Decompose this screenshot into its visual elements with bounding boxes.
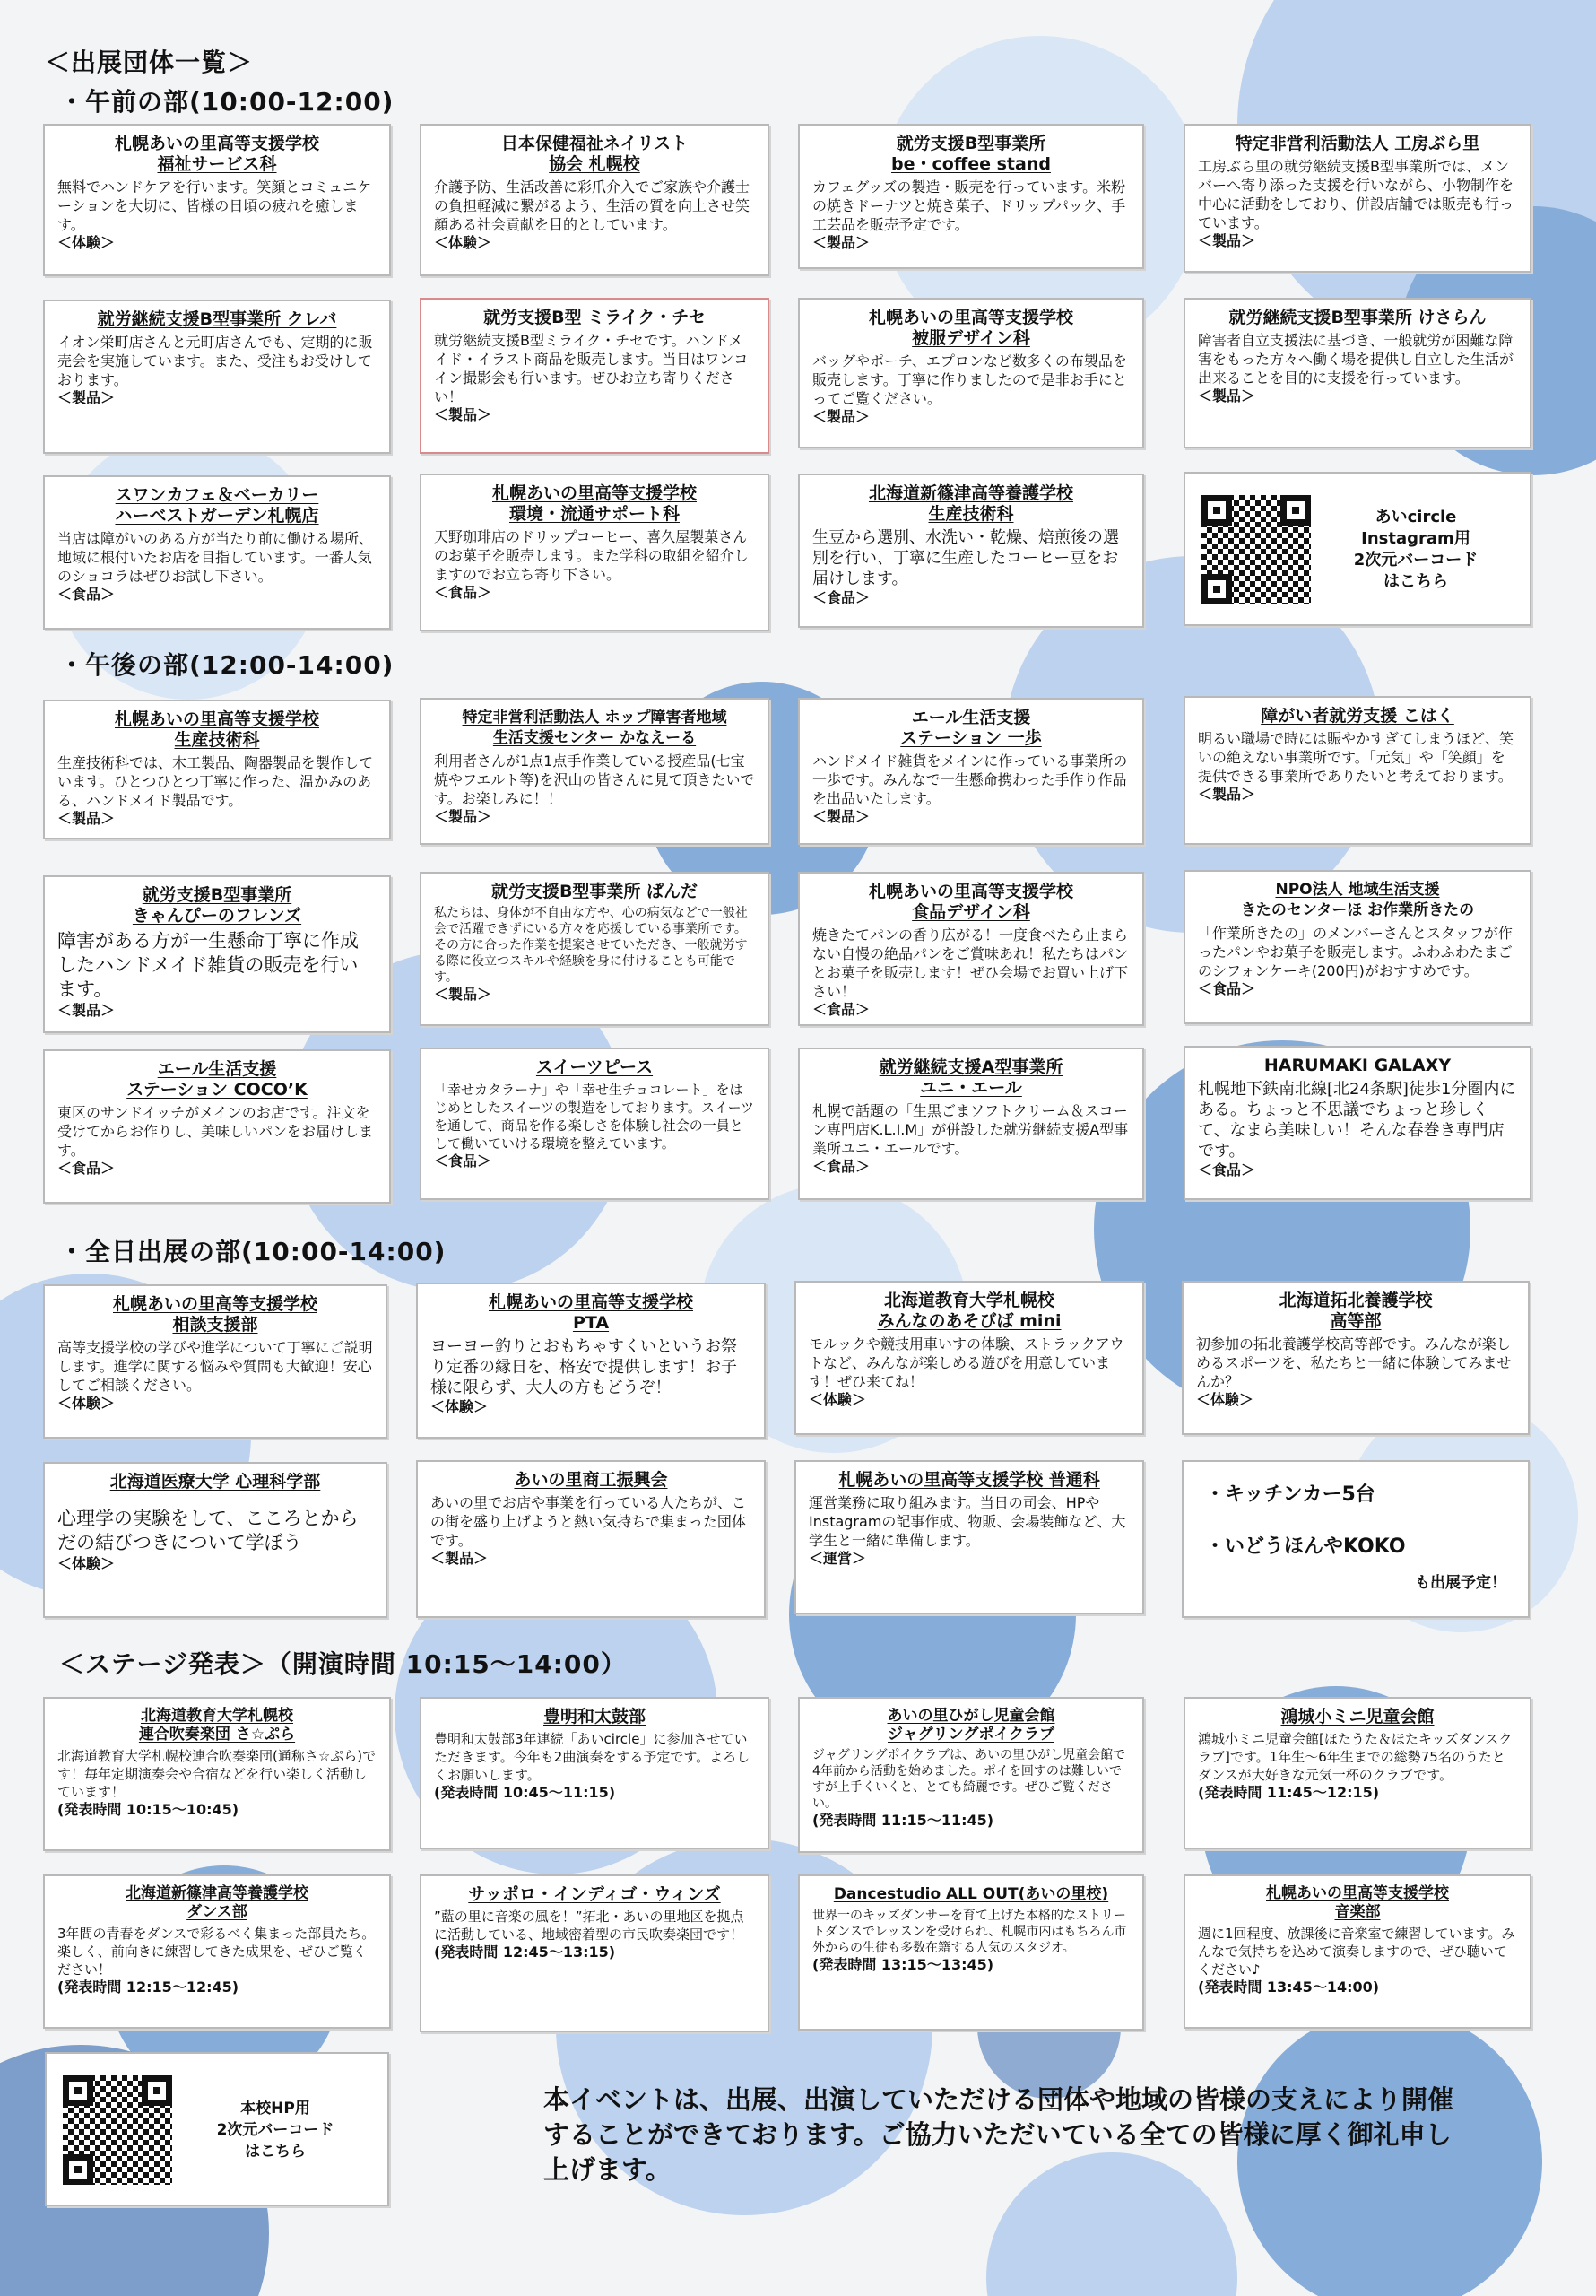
exhibitor-card (420, 872, 769, 1026)
exhibitor-card (416, 1460, 766, 1618)
performance-time: (発表時間 13:15～13:45) (812, 1956, 994, 1973)
card-tag: ＜製品＞ (434, 406, 492, 423)
exhibitor-card (420, 298, 769, 454)
exhibitor-card (794, 1460, 1144, 1614)
exhibitor-card (43, 875, 391, 1033)
exhibitor-card (416, 1283, 766, 1439)
card-title: 北海道新篠津高等養護学校 生産技術科 (868, 483, 1073, 524)
exhibitor-card (43, 1462, 387, 1618)
card-title: 就労継続支援B型事業所 けさらん (1228, 308, 1487, 327)
card-description: 焼きたてパンの香り広がる！一度食べたら止まらない自慢の絶品パンをご賞味あれ！私たちはパンとお菓子を販売します！ぜひ会場でお買い上げ下さい！ (812, 926, 1129, 1000)
exhibitor-card (798, 1048, 1144, 1200)
card-title: あいの里ひがし児童会館 ジャグリングポイクラブ (887, 1707, 1055, 1744)
card-description: 週に1回程度、放課後に音楽室で練習しています。みんなで気持ちを込めて演奏しますので、ぜひ聴いてください♪ (1198, 1926, 1515, 1978)
extra-note: も出展予定！ (1415, 1574, 1506, 1592)
qr-caption: 本校HP用 2次元バーコード はこちら (216, 2099, 334, 2161)
card-description: 北海道教育大学札幌校連合吹奏楽団(通称さ☆ぷら)です！毎年定期演奏会や合宿などを行い楽しく活動しています！ (57, 1748, 377, 1800)
card-title: エール生活支援 ステーション 一歩 (900, 708, 1042, 748)
card-description: 3年間の青春をダンスで彩るべく集まった部員たち。楽しく、前向きに練習してきた成果を、ぜひご覧ください！ (57, 1926, 376, 1978)
afternoon-heading: ・午後の部(12:00-14:00) (59, 650, 395, 680)
thanks-message: 本イベントは、出展、出演していただける団体や地域の皆様の支えにより開催することができております。ご協力いただいている全ての皆様に厚く御礼申し上げます。 (543, 2084, 1454, 2185)
card-title: 札幌あいの里高等支援学校 相談支援部 (112, 1294, 317, 1335)
card-tag: ＜製品＞ (434, 986, 492, 1003)
stage-card (798, 1697, 1144, 1853)
allday-heading: ・全日出展の部(10:00-14:00) (59, 1237, 447, 1266)
qr-caption: あいcircle Instagram用 2次元バーコード はこちら (1353, 507, 1479, 591)
card-title: 北海道医療大学 心理科学部 (109, 1472, 321, 1492)
card-tag: ＜食品＞ (1198, 980, 1256, 997)
card-title: 札幌あいの里高等支援学校 普通科 (838, 1470, 1100, 1490)
card-tag: ＜製品＞ (430, 1550, 489, 1567)
exhibitor-card (420, 698, 769, 845)
card-description: 工房ぶら里の就労継続支援B型事業所では、メンバーへ寄り添った支援を行いながら、小物制作を中心に活動をしており、併設店舗では販売も行っています。 (1198, 158, 1514, 231)
exhibitor-card (798, 474, 1144, 628)
card-title: 就労支援B型事業所 ぱんだ (490, 882, 698, 901)
stage-card (1184, 1697, 1531, 1849)
mobile-bookstore-text: ・いどうほんやKOKO (1205, 1535, 1406, 1558)
card-description: バッグやポーチ、エプロンなど数多くの布製品を販売します。丁寧に作りましたので是非お手にとってご覧ください。 (812, 352, 1127, 407)
card-title: あいの里商工振興会 (514, 1470, 668, 1490)
card-title: 札幌あいの里高等支援学校 PTA (488, 1292, 693, 1333)
morning-heading: ・午前の部(10:00-12:00) (59, 87, 395, 117)
exhibitor-card (43, 475, 391, 630)
exhibitor-card (798, 698, 1144, 845)
card-title: 北海道新篠津高等養護学校 ダンス部 (126, 1884, 308, 1921)
card-description: 高等支援学校の学びや進学について丁寧にご説明します。進学に関する悩みや質問も大歓迎！安心してご相談ください。 (57, 1339, 373, 1394)
card-description: 生産技術科では、木工製品、陶器製品を製作しています。ひとつひとつ丁寧に作った、温かみのある、ハンドメイド製品です。 (57, 754, 374, 809)
performance-time: (発表時間 12:45～13:15) (434, 1944, 616, 1961)
card-tag: ＜製品＞ (1198, 232, 1256, 249)
stage-card (420, 1874, 769, 2032)
card-tag: ＜食品＞ (1198, 1161, 1256, 1178)
card-tag: ＜食品＞ (57, 1160, 116, 1177)
card-tag: ＜製品＞ (812, 808, 871, 825)
exhibitor-card (43, 1284, 387, 1439)
exhibitor-card (1184, 1046, 1531, 1200)
stage-card (798, 1874, 1144, 2031)
card-tag: ＜食品＞ (434, 1152, 492, 1170)
card-description: 無料でハンドケアを行います。笑顔とコミュニケーションを大切に、皆様の日頃の疲れを癒します。 (57, 178, 372, 233)
card-description: 運営業務に取り組みます。当日の司会、HPやInstagramの記事作成、物販、会場装飾など、大学生と一緒に準備します。 (809, 1494, 1126, 1549)
card-title: 日本保健福祉ネイリスト 協会 札幌校 (500, 134, 689, 174)
qr-code-icon[interactable] (1198, 491, 1314, 608)
card-description: 東区のサンドイッチがメインのお店です。注文を受けてからお作りし、美味しいパンをお届けします。 (57, 1104, 374, 1159)
card-tag: ＜製品＞ (57, 389, 116, 406)
card-description: ジャグリングポイクラブは、あいの里ひがし児童会館で4年前から活動を始めました。ポイを回すのは難しいですが上手くいくと、とても綺麗です。ぜひご覧ください。 (812, 1748, 1126, 1811)
exhibitor-card (794, 1281, 1144, 1435)
card-tag: ＜食品＞ (812, 589, 871, 606)
card-tag: ＜体験＞ (57, 1555, 116, 1572)
card-title: エール生活支援 ステーション COCO’K (126, 1059, 308, 1100)
card-description: 「作業所きたの」のメンバーさんとスタッフが作ったパンやお菓子を販売します。ふわふわたまごのシフォンケーキ(200円)がおすすめです。 (1198, 925, 1513, 979)
card-description: 鴻城小ミニ児童会館[ほたうた＆ほたキッズダンスクラブ]です。1年生～6年生までの総勢75名のうたとダンスが大好きな元気一杯のクラブです。 (1198, 1731, 1513, 1783)
card-title: 就労支援B型 ミライク・チセ (483, 308, 706, 327)
stage-card (420, 1697, 769, 1849)
card-title: Dancestudio ALL OUT(あいの里校) (833, 1885, 1109, 1903)
card-title: スイーツピース (535, 1057, 654, 1077)
card-description: ハンドメイド雑貨をメインに作っている事業所の一歩です。みんなで一生懸命携わった手作り作品を出品いたします。 (812, 752, 1128, 807)
card-description: ヨーヨー釣りとおもちゃすくいというお祭り定番の縁日を、格安で提供します！お子様に限らず、大人の方もどうぞ！ (430, 1337, 737, 1397)
card-description: 障害がある方が一生懸命丁寧に作成したハンドメイド雑貨の販売を行います。 (57, 930, 359, 1000)
card-description: イオン栄町店さんと元町店さんでも、定期的に販売会を実施しています。また、受注もお受けしております。 (57, 334, 373, 388)
qr-code-icon[interactable] (59, 2072, 176, 2188)
card-description: 生豆から選別、水洗い・乾燥、焙煎後の選別を行い、丁寧に生産したコーヒー豆をお届けします。 (812, 528, 1119, 588)
card-tag: ＜食品＞ (812, 1158, 871, 1175)
instagram-qr-card (1184, 472, 1531, 626)
card-tag: ＜製品＞ (57, 810, 116, 827)
exhibitor-card (1184, 870, 1531, 1024)
card-description: 明るい職場で時には賑やかすぎてしまうほど、笑いの絶えない事業所です。「元気」や「笑顔」を提供できる事業所でありたいと考えております。 (1198, 730, 1514, 785)
card-description: 札幌で話題の「生黒ごまソフトクリーム＆スコーン専門店K.L.I.M」が併設した就労継続支援A型事業所ユニ・エールです。 (812, 1102, 1129, 1157)
performance-time: (発表時間 11:45～12:15) (1198, 1784, 1380, 1801)
card-tag: ＜製品＞ (57, 1002, 116, 1019)
card-tag: ＜製品＞ (812, 234, 871, 251)
card-description: カフェグッズの製造・販売を行っています。米粉の焼きドーナツと焼き菓子、ドリップパック、手工芸品を販売予定です。 (812, 178, 1126, 233)
card-description: 「幸せカタラーナ」や「幸せ生チョコレート」をはじめとしたスイーツの製造をしております。スイーツを通して、商品を作る楽しさを体験し社会の一員として働いていける環境を整えています。 (434, 1082, 755, 1152)
card-description: 当店は障がいのある方が当たり前に働ける場所、地域に根付いたお店を目指しています。一番人気のショコラはぜひお試し下さい。 (57, 530, 374, 585)
card-description: ”藍の里に音楽の風を！”拓北・あいの里地区を拠点に活動している、地域密着型の市民吹奏楽団です！ (434, 1909, 744, 1943)
card-tag: ＜体験＞ (809, 1391, 867, 1408)
exhibitor-card (420, 1048, 769, 1200)
kitchen-car-text: ・キッチンカー5台 (1205, 1483, 1375, 1506)
card-tag: ＜製品＞ (812, 408, 871, 425)
card-title: 就労継続支援B型事業所 クレバ (97, 309, 337, 329)
card-title: 札幌あいの里高等支援学校 福祉サービス科 (114, 134, 319, 174)
exhibitor-card (798, 872, 1144, 1026)
card-tag: ＜食品＞ (812, 1001, 871, 1018)
card-tag: ＜運営＞ (809, 1550, 867, 1567)
card-title: 札幌あいの里高等支援学校 食品デザイン科 (868, 882, 1073, 922)
stage-card (1184, 1874, 1531, 2029)
card-description: 介護予防、生活改善に彩爪介入でご家族や介護士の負担軽減に繋がるよう、生活の質を向上させ笑顔ある社会貢献を目的としています。 (434, 178, 750, 233)
exhibitor-card (798, 298, 1144, 448)
performance-time: (発表時間 10:45～11:15) (434, 1784, 616, 1801)
performance-time: (発表時間 12:15～12:45) (57, 1979, 239, 1996)
exhibitor-card (798, 124, 1144, 269)
card-title: スワンカフェ＆ベーカリー ハーベストガーデン札幌店 (115, 485, 319, 526)
card-title: 特定非営利活動法人 工房ぶら里 (1235, 134, 1480, 153)
list-heading: ＜出展団体一覧＞ (45, 48, 254, 77)
exhibitor-card (420, 474, 769, 631)
card-description: あいの里でお店や事業を行っている人たちが、この街を盛り上げようと熱い気持ちで集まった団体です。 (430, 1494, 747, 1549)
card-description: 札幌地下鉄南北線[北24条駅]徒歩1分圏内にある。ちょっと不思議でちょっと珍しくて、なまら美味しい！そんな春巻き専門店です。 (1198, 1080, 1516, 1161)
card-title: 就労支援B型事業所 be・coffee stand (891, 134, 1051, 174)
card-title: 札幌あいの里高等支援学校 生産技術科 (114, 709, 319, 750)
card-tag: ＜製品＞ (434, 808, 492, 825)
card-title: 鴻城小ミニ児童会館 (1280, 1707, 1435, 1726)
exhibitor-card (1184, 696, 1531, 845)
card-description: 豊明和太鼓部3年連続「あいcircle」に参加させていただきます。今年も2曲演奏をする予定です。よろしくお願いします。 (434, 1731, 750, 1783)
card-tag: ＜体験＞ (434, 234, 492, 251)
card-description: 就労継続支援B型ミライク・チセです。ハンドメイド・イラスト商品を販売します。当日はワンコイン撮影会も行います。ぜひお立ち寄りください！ (434, 332, 749, 405)
card-tag: ＜製品＞ (1198, 786, 1256, 803)
card-title: 北海道教育大学札幌校 連合吹奏楽団 さ☆ぷら (138, 1707, 296, 1744)
card-tag: ＜体験＞ (1196, 1391, 1254, 1408)
performance-time: (発表時間 11:15～11:45) (812, 1812, 994, 1829)
stage-card (43, 1697, 391, 1851)
card-tag: ＜食品＞ (434, 584, 492, 601)
stage-heading: ＜ステージ発表＞（開演時間 10:15～14:00） (59, 1649, 627, 1679)
exhibitor-card (1184, 298, 1531, 448)
card-title: 札幌あいの里高等支援学校 被服デザイン科 (868, 308, 1073, 348)
card-tag: ＜食品＞ (57, 586, 116, 603)
card-description: 天野珈琲店のドリップコーヒー、喜久屋製菓さんのお菓子を販売します。また学科の取組を紹介しますのでお立ち寄り下さい。 (434, 528, 749, 583)
homepage-qr-card (45, 2052, 389, 2206)
card-title: 特定非営利活動法人 ホップ障害者地域 生活支援センター かなえーる (462, 709, 727, 747)
card-title: 札幌あいの里高等支援学校 音楽部 (1266, 1884, 1449, 1921)
card-description: モルックや競技用車いすの体験、ストラックアウトなど、みんなが楽しめる遊びを用意しています！ぜひ来てね！ (809, 1335, 1124, 1390)
card-description: 私たちは、身体が不自由な方や、心の病気などで一般社会で活躍できずにいる方々を応援している事業所です。その方に合った作業を提案させていただき、一般就労する際に役立つスキルや経験を身に付けることも可能です。 (434, 906, 748, 985)
card-title: 就労支援B型事業所 きゃんぴーのフレンズ (132, 885, 302, 926)
card-title: 豊明和太鼓部 (542, 1707, 646, 1726)
exhibitor-card (1182, 1281, 1530, 1435)
performance-time: (発表時間 10:15～10:45) (57, 1801, 239, 1818)
card-tag: ＜体験＞ (57, 1395, 116, 1412)
card-title: HARUMAKI GALAXY (1263, 1056, 1452, 1075)
exhibitor-card (43, 1049, 391, 1204)
performance-time: (発表時間 13:45～14:00) (1198, 1979, 1380, 1996)
card-title: 札幌あいの里高等支援学校 環境・流通サポート科 (491, 483, 697, 524)
exhibitor-card (43, 300, 391, 454)
exhibitor-card (420, 124, 769, 276)
card-title: NPO法人 地域生活支援 きたのセンターほ お作業所きたの (1240, 881, 1475, 919)
card-tag: ＜体験＞ (57, 234, 116, 251)
extra-exhibitors-card (1182, 1460, 1530, 1618)
card-description: 心理学の実験をして、こころとからだの結びつきについて学ぼう (57, 1508, 359, 1553)
card-description: 障害者自立支援法に基づき、一般就労が困難な障害をもった方々へ働く場を提供し自立した生活が出来ることを目的に支援を行っています。 (1198, 332, 1514, 387)
exhibitor-card (1184, 124, 1531, 273)
card-title: 北海道拓北養護学校 高等部 (1279, 1291, 1433, 1331)
stage-card (43, 1874, 391, 2029)
card-description: 初参加の拓北養護学校高等部です。みんなが楽しめるスポーツを、私たちと一緒に体験してみませんか？ (1196, 1335, 1512, 1390)
exhibitor-card (43, 124, 391, 276)
card-tag: ＜体験＞ (430, 1398, 489, 1415)
card-description: 利用者さんが1点1点手作業している授産品(七宝焼やフエルト等)を沢山の皆さんに見て頂きたいです。お楽しみに！！ (434, 752, 755, 807)
exhibitor-card (43, 700, 391, 839)
card-title: 障がい者就労支援 こはく (1261, 706, 1454, 726)
card-description: 世界一のキッズダンサーを育て上げた本格的なストリートダンスでレッスンを受けられ、札幌市内はもちろん市外からの生徒も多数在籍する人気のスタジオ。 (812, 1909, 1127, 1955)
card-title: 北海道教育大学札幌校 みんなのあそびば mini (877, 1291, 1062, 1331)
card-title: サッポロ・インディゴ・ウィンズ (468, 1884, 721, 1904)
card-title: 就労継続支援A型事業所 ユニ・エール (879, 1057, 1063, 1098)
card-tag: ＜製品＞ (1198, 387, 1256, 404)
